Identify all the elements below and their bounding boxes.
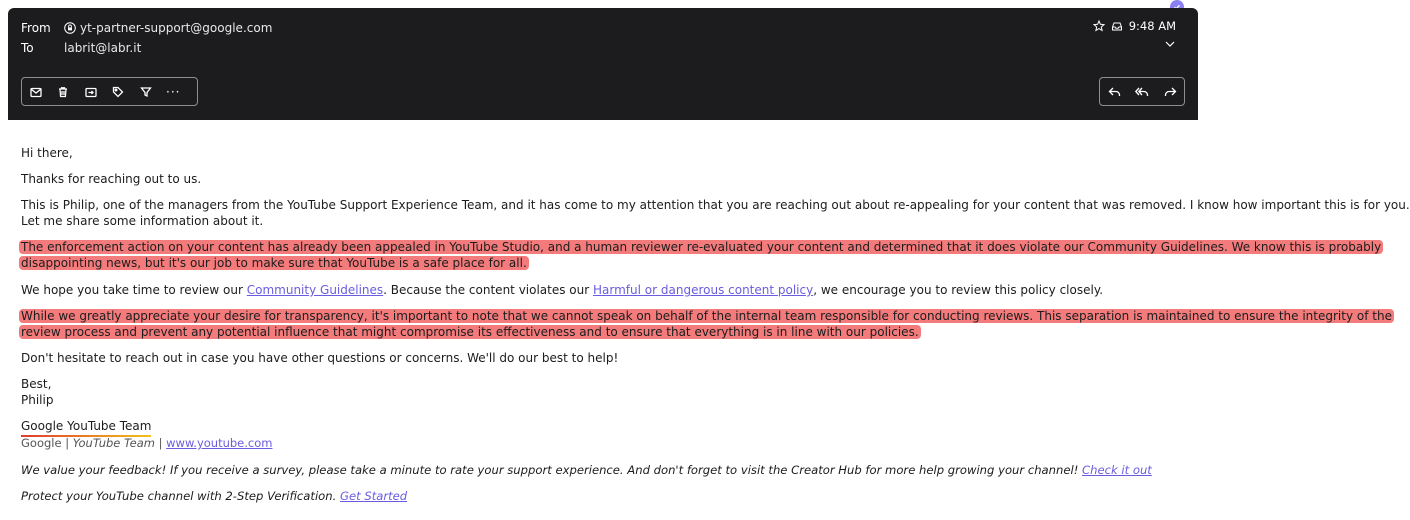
move-to-folder-icon: [85, 86, 97, 98]
lock-icon: [64, 22, 76, 34]
signoff: Best,: [21, 377, 52, 391]
received-time: 9:48 AM: [1128, 19, 1176, 33]
transparency-highlight-1: While we greatly appreciate your desire for transparency, it's important to note that we cannot speak on behalf of the internal team responsible for conducting reviews. This separation is maintained to ensure the integrity of the: [21, 309, 1392, 323]
review-paragraph: [21, 283, 1186, 298]
harmful-content-policy-link[interactable]: Harmful or dangerous content policy: [593, 283, 814, 297]
review-text-pre: We hope you take time to review our: [21, 283, 247, 297]
check-it-out-link[interactable]: Check it out: [1082, 463, 1152, 477]
trash-button[interactable]: [50, 78, 78, 105]
signature-team: YouTube Team: [72, 436, 155, 450]
enforcement-highlight-2: disappointing news, but it's our job to make sure that YouTube is a safe place for all.: [21, 256, 527, 270]
closing-line: Don't hesitate to reach out in case you have other questions or concerns. We'll do our best to help!: [21, 351, 619, 365]
signer-name: Philip: [21, 393, 54, 407]
transparency-paragraph-line-2: [21, 325, 1186, 340]
chevron-down-icon[interactable]: [1165, 41, 1175, 47]
signature-separator: |: [65, 436, 70, 450]
intro-line-1: This is Philip, one of the managers from the YouTube Support Experience Team, and it has come to my attention that you are reaching out about re-appealing for your content that was removed. I know how important this is for you.: [21, 198, 1410, 212]
get-started-link[interactable]: Get Started: [340, 489, 408, 503]
email-header: [8, 8, 1198, 120]
enforcement-paragraph-line-1: [21, 240, 1382, 255]
reply-icon: [1108, 86, 1121, 98]
star-icon[interactable]: [1093, 20, 1105, 32]
community-guidelines-link[interactable]: Community Guidelines: [246, 283, 384, 297]
reply-toolbar: [1099, 77, 1185, 106]
youtube-website-link[interactable]: www.youtube.com: [166, 436, 273, 450]
from-address[interactable]: [64, 21, 272, 35]
mark-unread-button[interactable]: [22, 78, 50, 105]
forward-button[interactable]: [1156, 78, 1184, 105]
feedback-line: [21, 463, 1186, 478]
filter-icon: [140, 86, 152, 98]
forward-icon: [1164, 86, 1177, 98]
mark-unread-icon: [30, 86, 42, 98]
protect-text: Protect your YouTube channel with 2-Step Verification.: [21, 489, 337, 503]
move-to-folder-button[interactable]: [77, 78, 105, 105]
signature-block-name: [21, 419, 1186, 437]
transparency-paragraph-line-1: [21, 309, 1392, 324]
transparency-highlight-2: review process and prevent any potential influence that might compromise its effectiveness and to ensure that everything is in line with our policies.: [21, 325, 919, 339]
reminder-icon[interactable]: [1111, 20, 1123, 32]
from-address-text: yt-partner-support@google.com: [80, 21, 273, 35]
from-label: From: [21, 21, 51, 35]
signature-team-name: Google YouTube Team: [21, 419, 151, 437]
thanks-line: Thanks for reaching out to us.: [21, 172, 202, 186]
intro-line-2: Let me share some information about it.: [21, 214, 264, 228]
trash-icon: [57, 86, 69, 98]
signature-company: Google: [21, 436, 62, 450]
signature-details: [21, 436, 1186, 451]
more-options-button[interactable]: ···: [166, 84, 181, 99]
protect-line: [21, 489, 1186, 504]
label-button[interactable]: [105, 78, 133, 105]
reply-all-button[interactable]: [1128, 78, 1156, 105]
to-row: [21, 40, 141, 56]
message-actions-toolbar: [21, 77, 198, 106]
label-tag-icon: [112, 86, 124, 98]
header-meta: [1093, 19, 1176, 33]
to-address[interactable]: labrit@labr.it: [64, 41, 142, 55]
enforcement-highlight-1: The enforcement action on your content has already been appealed in YouTube Studio, and a human reviewer re-evaluated your content and determined that it does violate our Community Guidelines. We know this is probably: [21, 240, 1382, 254]
reply-all-icon: [1135, 86, 1149, 98]
signature-separator: |: [158, 436, 163, 450]
filter-button[interactable]: [132, 78, 160, 105]
review-text-mid: . Because the content violates our: [383, 283, 594, 297]
review-text-post: , we encourage you to review this policy closely.: [813, 283, 1104, 297]
greeting: Hi there,: [21, 146, 73, 160]
enforcement-paragraph-line-2: [21, 256, 1186, 271]
from-row: [21, 20, 272, 36]
reply-button[interactable]: [1100, 78, 1128, 105]
to-label: To: [21, 41, 34, 55]
feedback-text: We value your feedback! If you receive a survey, please take a minute to rate your support experience. And don't forget to visit the Creator Hub for more help growing your channel!: [21, 463, 1079, 477]
